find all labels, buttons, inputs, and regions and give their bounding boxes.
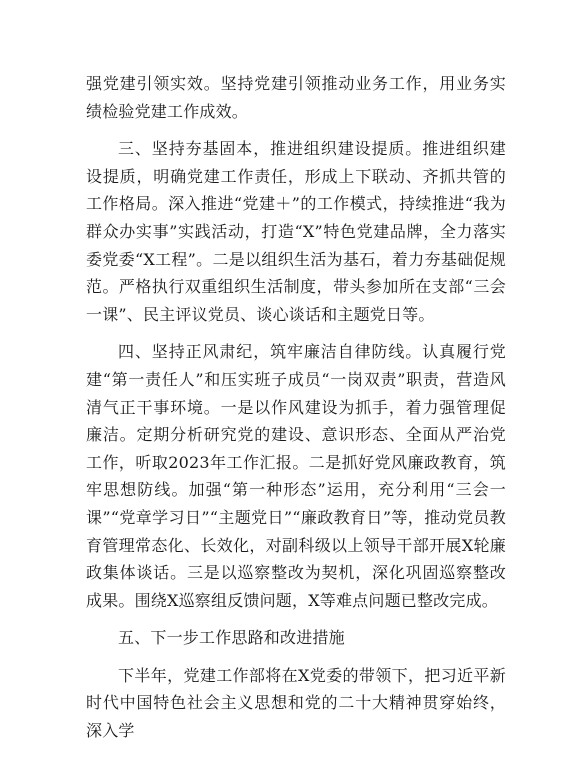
section-heading-five: 五、下一步工作思路和改进措施 xyxy=(118,628,345,648)
paragraph-continuation: 强党建引领实效。坚持党建引领推动业务工作，用业务实绩检验党建工作成效。 xyxy=(86,74,506,121)
paragraph-section-five-body: 下半年，党建工作部将在X党委的带领下，把习近平新时代中国特色社会主义思想和党的二十大精神贯穿始终，深入学 xyxy=(86,665,506,741)
document-body xyxy=(86,70,506,745)
paragraph-section-three: 三、坚持夯基固本，推进组织建设提质。推进组织建设提质，明确党建工作责任，形成上下联动、齐抓共管的工作格局。深入推进“党建＋”的工作模式，持续推进“我为群众办实事”实践活动，打造“X”特色党建品牌，全力落实委党委“X工程”。二是以组织生活为基石，着力夯基础促规范。严格执行双重组织生活制度，带头参加所在支部“三会一课”、民主评议党员、谈心谈话和主题党日等。 xyxy=(86,139,506,324)
paragraph-section-four: 四、坚持正风肃纪，筑牢廉洁自律防线。认真履行党建“第一责任人”和压实班子成员“一岗双责”职责，营造风清气正干事环境。一是以作风建设为抓手，着力强管理促廉洁。定期分析研究党的建设、意识形态、全面从严治党工作，听取2023年工作汇报。二是抓好党风廉政教育，筑牢思想防线。加强“第一种形态”运用，充分利用“三会一课”“党章学习日”“主题党日”“廉政教育日”等，推动党员教育管理常态化、长效化，对副科级以上领导干部开展X轮廉政集体谈话。三是以巡察整改为契机，深化巩固巡察整改成果。围绕X巡察组反馈问题，X等难点问题已整改完成。 xyxy=(86,342,506,610)
